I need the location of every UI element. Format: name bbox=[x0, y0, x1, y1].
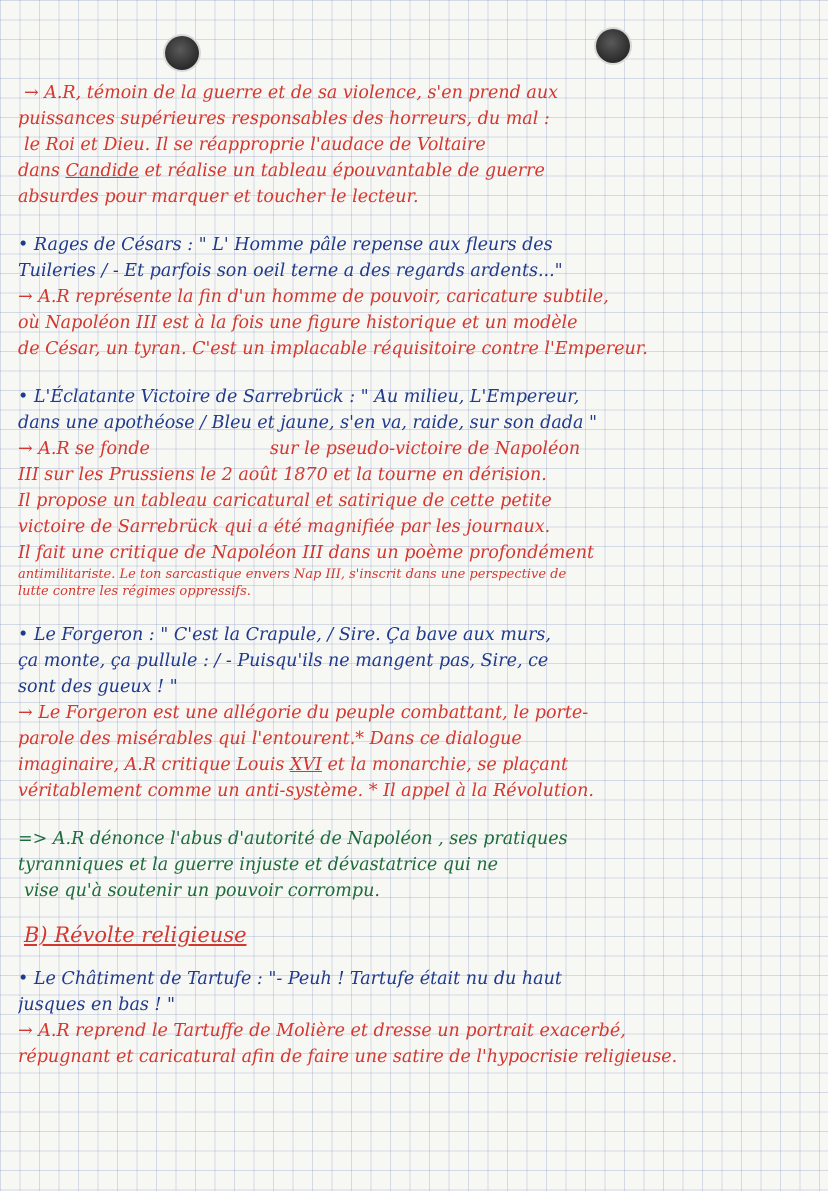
analysis-line: III sur les Prussiens le 2 août 1870 et la tourne en dérision. bbox=[18, 465, 547, 485]
text-fragment: et réalise un tableau épouvantable de guerre bbox=[138, 161, 545, 181]
notebook-page bbox=[18, 80, 818, 1070]
analysis-line: de César, un tyran. C'est un implacable réquisitoire contre l'Empereur. bbox=[18, 339, 648, 359]
conclusion-line: vise qu'à soutenir un pouvoir corrompu. bbox=[24, 881, 380, 901]
analysis-line bbox=[18, 436, 818, 462]
text-fragment: et la monarchie, se plaçant bbox=[321, 755, 569, 775]
chatiment-tartufe-paragraph bbox=[18, 966, 818, 1070]
analysis-line: → A.R reprend le Tartuffe de Molière et dresse un portrait exacerbé, bbox=[18, 1021, 626, 1041]
analysis-line: Il fait une critique de Napoléon III dans un poème profondément bbox=[18, 543, 595, 563]
analysis-line: où Napoléon III est à la fois une figure historique et un modèle bbox=[18, 313, 578, 333]
conclusion-line: => A.R dénonce l'abus d'autorité de Napoléon , ses pratiques bbox=[18, 829, 568, 849]
text-fragment: dans bbox=[18, 161, 66, 181]
le-forgeron-paragraph bbox=[18, 622, 818, 804]
poem-quote-line: sont des gueux ! " bbox=[18, 677, 178, 697]
text-line: puissances supérieures responsables des horreurs, du mal : bbox=[18, 109, 550, 129]
poem-quote-line: • Le Forgeron : " C'est la Crapule, / Sire. Ça bave aux murs, bbox=[18, 625, 551, 645]
text-line: absurdes pour marquer et toucher le lecteur. bbox=[18, 187, 419, 207]
analysis-line bbox=[18, 752, 818, 778]
text-fragment: → A.R se fonde bbox=[18, 439, 150, 459]
poem-quote-line: • Le Châtiment de Tartufe : "- Peuh ! Tartufe était nu du haut bbox=[18, 969, 562, 989]
analysis-line: victoire de Sarrebrück qui a été magnifiée par les journaux. bbox=[18, 517, 551, 537]
binder-hole-left bbox=[165, 36, 199, 70]
analysis-line: lutte contre les régimes oppressifs. bbox=[18, 584, 251, 599]
text-fragment: sur le pseudo-victoire de Napoléon bbox=[269, 439, 581, 459]
text-fragment: imaginaire, A.R critique Louis bbox=[18, 755, 290, 775]
text-line: le Roi et Dieu. Il se réapproprie l'audace de Voltaire bbox=[24, 135, 486, 155]
poem-quote-line: ça monte, ça pullule : / - Puisqu'ils ne mangent pas, Sire, ce bbox=[18, 651, 549, 671]
poem-quote-line: dans une apothéose / Bleu et jaune, s'en va, raide, sur son dada " bbox=[18, 413, 598, 433]
poem-quote-line: • L'Éclatante Victoire de Sarrebrück : " Au milieu, L'Empereur, bbox=[18, 387, 580, 407]
text-line bbox=[18, 158, 818, 184]
victoire-sarrebruck-paragraph bbox=[18, 384, 818, 600]
analysis-line: Il propose un tableau caricatural et satirique de cette petite bbox=[18, 491, 552, 511]
analysis-line: → Le Forgeron est une allégorie du peuple combattant, le porte- bbox=[18, 703, 589, 723]
binder-hole-right bbox=[596, 29, 630, 63]
analysis-line: antimilitariste. Le ton sarcastique envers Nap III, s'inscrit dans une perspective de bbox=[18, 567, 567, 582]
poem-quote-line: jusques en bas ! " bbox=[18, 995, 176, 1015]
analysis-line: parole des misérables qui l'entourent.* Dans ce dialogue bbox=[18, 729, 522, 749]
intro-paragraph bbox=[18, 80, 818, 210]
poem-quote-line: Tuileries / - Et parfois son oeil terne a des regards ardents..." bbox=[18, 261, 563, 281]
roman-numeral-underlined: XVI bbox=[289, 755, 322, 775]
section-heading: B) Révolte religieuse bbox=[24, 923, 247, 947]
analysis-line: → A.R représente la fin d'un homme de pouvoir, caricature subtile, bbox=[18, 287, 609, 307]
analysis-line: répugnant et caricatural afin de faire une satire de l'hypocrisie religieuse. bbox=[18, 1047, 678, 1067]
text-line: → A.R, témoin de la guerre et de sa violence, s'en prend aux bbox=[24, 83, 558, 103]
poem-quote-line: • Rages de Césars : " L' Homme pâle repense aux fleurs des bbox=[18, 235, 553, 255]
book-title-underlined: Candide bbox=[65, 161, 139, 181]
conclusion-paragraph bbox=[18, 826, 818, 904]
analysis-line: véritablement comme un anti-système. * Il appel à la Révolution. bbox=[18, 781, 594, 801]
conclusion-line: tyranniques et la guerre injuste et dévastatrice qui ne bbox=[18, 855, 499, 875]
rages-de-cesars-paragraph bbox=[18, 232, 818, 362]
